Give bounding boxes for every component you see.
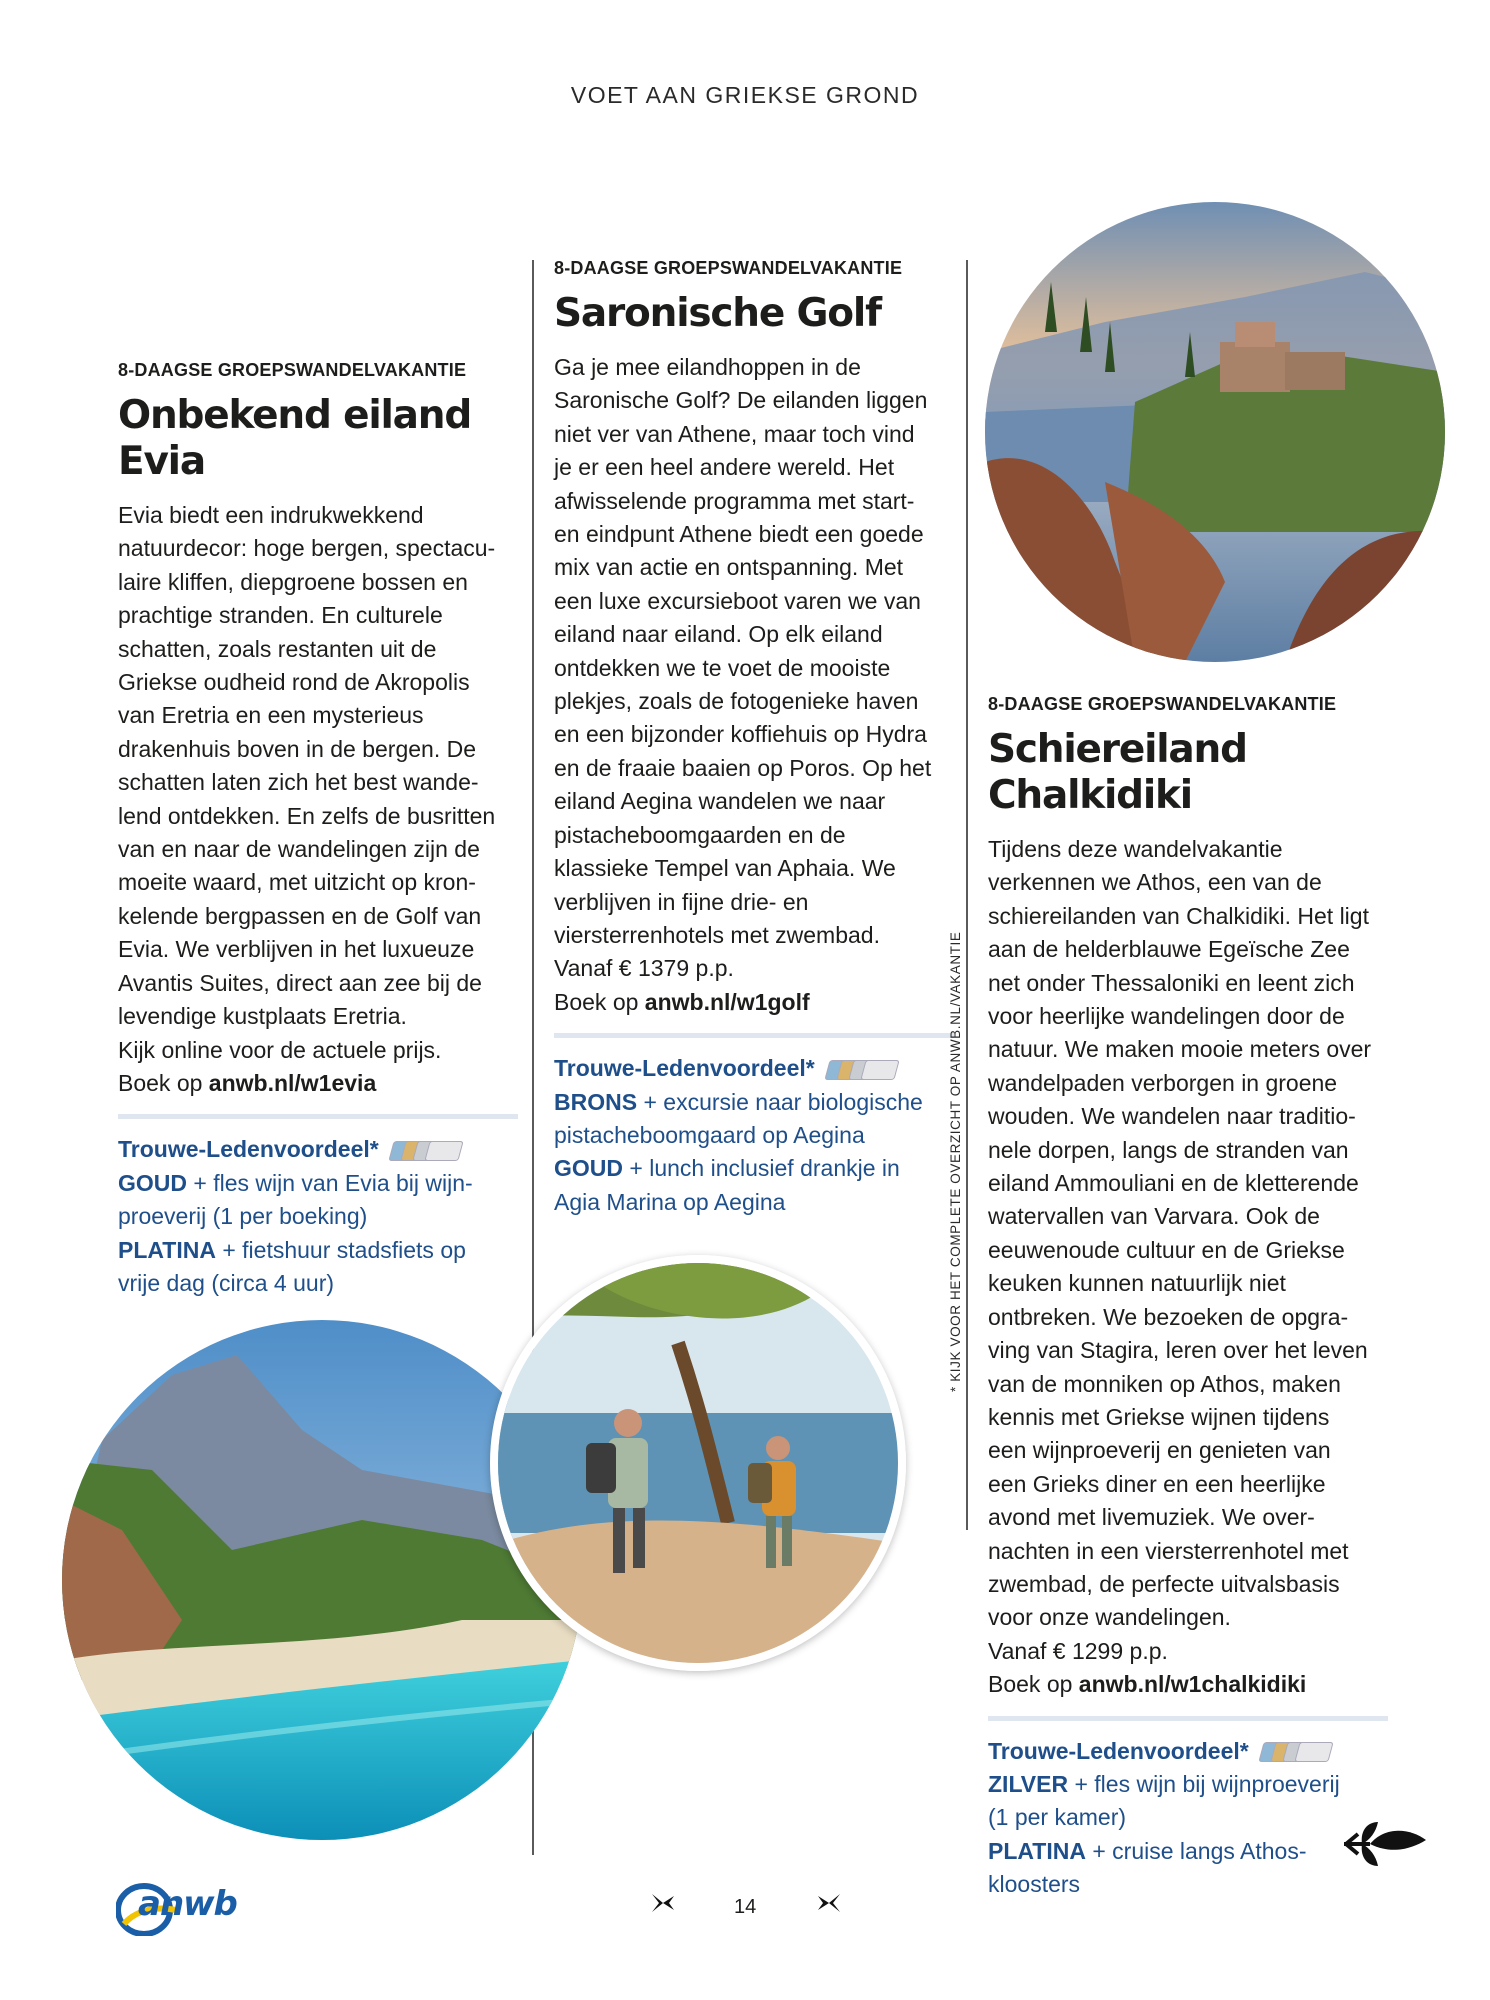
loyalty-heading — [988, 1735, 1388, 1768]
photo-athos-monastery-illustration — [985, 202, 1445, 662]
body-line: Kijk online voor de actuele prijs. — [118, 1036, 442, 1063]
section-title: VOET AAN GRIEKSE GROND — [570, 82, 920, 108]
tier-label: GOUD — [118, 1169, 187, 1196]
body-line: kelende bergpassen en de Golf van — [118, 902, 482, 929]
member-cards-icon — [1259, 1740, 1331, 1762]
loyalty-heading-text: Trouwe-Ledenvoordeel* — [554, 1055, 815, 1082]
booking-link[interactable]: anwb.nl/w1evia — [208, 1069, 377, 1096]
benefit-line: kloosters — [988, 1871, 1081, 1898]
article-body — [988, 833, 1388, 1702]
body-line: ving van Stagira, leren over het leven — [988, 1337, 1368, 1364]
benefit-line: vrije dag (circa 4 uur) — [118, 1269, 335, 1296]
body-line: net onder Thessaloniki en leent zich — [988, 969, 1355, 996]
loyalty-heading-text: Trouwe-Ledenvoordeel* — [988, 1737, 1249, 1764]
anwb-logo-text: anwb — [138, 1884, 237, 1924]
benefit-line — [988, 1768, 1388, 1801]
body-line: eeuwenoude cultuur en de Griekse — [988, 1236, 1345, 1263]
benefit-line — [118, 1234, 518, 1267]
body-line: avond met livemuziek. We over- — [988, 1504, 1315, 1531]
separator — [988, 1716, 1388, 1721]
booking-line — [118, 1067, 518, 1100]
tier-label: PLATINA — [118, 1236, 216, 1263]
body-line: natuur. We maken mooie meters over — [988, 1036, 1372, 1063]
body-line: van Eretria en een mysterieus — [118, 702, 424, 729]
price-line: Vanaf € 1299 p.p. — [988, 1637, 1168, 1664]
body-line: en eindpunt Athene biedt een goede — [554, 521, 924, 548]
loyalty-heading — [118, 1133, 518, 1166]
loyalty-heading — [554, 1052, 954, 1085]
body-line: voor onze wandelingen. — [988, 1604, 1231, 1631]
body-line: Ga je mee eilandhoppen in de — [554, 354, 861, 380]
member-cards-icon — [825, 1058, 897, 1080]
booking-prefix: Boek op — [118, 1069, 209, 1096]
body-line: verblijven in fijne drie- en — [554, 888, 809, 915]
body-line: Evia. We verblijven in het luxueuze — [118, 936, 475, 963]
article-chalkidiki — [988, 694, 1388, 1902]
body-line: pistacheboomgaarden en de — [554, 821, 846, 848]
ornament-left-icon — [650, 1890, 676, 1916]
body-line: keuken kunnen natuurlijk niet — [988, 1270, 1286, 1297]
body-line: voor heerlijke wandelingen door de — [988, 1003, 1345, 1030]
body-line: aan de helderblauwe Egeïsche Zee — [988, 936, 1350, 963]
benefit-text: + fles wijn bij wijnproeverij — [1068, 1770, 1340, 1797]
article-body — [554, 351, 954, 1019]
benefit-text: + fles wijn van Evia bij wijn- — [187, 1169, 473, 1196]
body-line: van en naar de wandelingen zijn de — [118, 836, 480, 863]
body-line: schiereilanden van Chalkidiki. Het ligt — [988, 902, 1369, 929]
tier-label: BRONS — [554, 1088, 638, 1115]
body-line: wandelpaden verborgen in groene — [988, 1069, 1338, 1096]
photo-athos-monastery — [985, 202, 1445, 662]
body-line: afwisselende programma met start- — [554, 487, 915, 514]
body-line: niet ver van Athene, maar toch vind — [554, 420, 915, 447]
body-line: ontdekken we te voet de mooiste — [554, 654, 891, 681]
benefit-text: + cruise langs Athos- — [1085, 1837, 1307, 1864]
body-line: moeite waard, met uitzicht op kron- — [118, 869, 476, 896]
article-title: Saronische Golf — [554, 291, 881, 336]
body-line: nele dorpen, langs de stranden van — [988, 1136, 1349, 1163]
benefit-line — [554, 1086, 954, 1119]
article-body — [118, 499, 518, 1100]
member-cards-icon — [389, 1139, 461, 1161]
body-line: eiland Ammouliani en de kletterende — [988, 1170, 1359, 1197]
ornament-right-icon — [816, 1890, 842, 1916]
body-line: een Grieks diner en een heerlijke — [988, 1470, 1326, 1497]
body-line: Saronische Golf? De eilanden liggen — [554, 387, 928, 414]
article-title: Schiereiland Chalkidiki — [988, 727, 1247, 818]
body-line: lend ontdekken. En zelfs de busritten — [118, 802, 496, 829]
body-line: viersterrenhotels met zwembad. — [554, 921, 880, 948]
benefit-line: (1 per kamer) — [988, 1804, 1127, 1831]
separator — [118, 1114, 518, 1119]
body-line: je er een heel andere wereld. Het — [554, 454, 895, 481]
body-line: Tijdens deze wandelvakantie — [988, 836, 1283, 862]
body-line: eiland Aegina wandelen we naar — [554, 788, 886, 815]
loyalty-heading-text: Trouwe-Ledenvoordeel* — [118, 1136, 379, 1163]
body-line: van de monniken op Athos, maken — [988, 1370, 1341, 1397]
benefit-line: pistacheboomgaard op Aegina — [554, 1121, 865, 1148]
body-line: Evia biedt een indrukwekkend — [118, 502, 424, 528]
tier-label: GOUD — [554, 1155, 623, 1182]
body-line: verkennen we Athos, een van de — [988, 869, 1322, 896]
benefit-text: + fietshuur stadsfiets op — [215, 1236, 466, 1263]
article-title: Onbekend eiland Evia — [118, 393, 472, 484]
body-line: kennis met Griekse wijnen tijdens — [988, 1403, 1330, 1430]
benefit-line: proeverij (1 per boeking) — [118, 1203, 368, 1230]
body-line: nachten in een viersterrenhotel met — [988, 1537, 1349, 1564]
body-line: een luxe excursieboot varen we van — [554, 587, 921, 614]
body-line: eiland naar eiland. Op elk eiland — [554, 621, 883, 648]
price-line: Vanaf € 1379 p.p. — [554, 955, 734, 982]
body-line: schatten laten zich het best wande- — [118, 769, 479, 796]
article-saronic — [554, 258, 954, 1219]
separator — [554, 1033, 954, 1038]
body-line: laire kliffen, diepgroene bossen en — [118, 568, 468, 595]
body-line: natuurdecor: hoge bergen, spectacu- — [118, 535, 496, 562]
body-line: en een bijzonder koffiehuis op Hydra — [554, 721, 927, 748]
benefit-line — [988, 1835, 1388, 1868]
body-line: drakenhuis boven in de bergen. De — [118, 735, 477, 762]
booking-line — [554, 986, 954, 1019]
photo-hikers-illustration — [498, 1263, 898, 1663]
anwb-logo[interactable] — [116, 1880, 246, 1936]
article-kicker: 8-DAAGSE GROEPSWANDELVAKANTIE — [118, 360, 467, 380]
benefit-text: + lunch inclusief drankje in — [623, 1155, 900, 1182]
body-line: een wijnproeverij en genieten van — [988, 1437, 1331, 1464]
body-line: levendige kustplaats Eretria. — [118, 1003, 407, 1030]
body-line: wouden. We wandelen naar traditio- — [988, 1103, 1356, 1130]
column-divider-right — [966, 260, 968, 1530]
body-line: klassieke Tempel van Aphaia. We — [554, 855, 896, 882]
booking-link[interactable]: anwb.nl/w1golf — [644, 988, 810, 1015]
vertical-note: * KIJK VOOR HET COMPLETE OVERZICHT OP ANWB.NL/VAKANTIE — [948, 931, 963, 1392]
body-line: en de fraaie baaien op Poros. Op het — [554, 754, 932, 781]
article-evia — [118, 360, 518, 1300]
body-line: mix van actie en ontspanning. Met — [554, 554, 904, 581]
tier-label: ZILVER — [988, 1770, 1069, 1797]
photo-hikers — [490, 1255, 906, 1671]
body-line: prachtige stranden. En culturele — [118, 602, 443, 629]
body-line: watervallen van Varvara. Ook de — [988, 1203, 1320, 1230]
booking-link[interactable]: anwb.nl/w1chalkidiki — [1078, 1671, 1307, 1698]
tier-label: PLATINA — [988, 1837, 1086, 1864]
benefit-line: Agia Marina op Aegina — [554, 1188, 786, 1215]
leaf-ornament-icon — [1340, 1820, 1430, 1870]
booking-prefix: Boek op — [554, 988, 645, 1015]
body-line: Avantis Suites, direct aan zee bij de — [118, 969, 482, 996]
body-line: plekjes, zoals de fotogenieke haven — [554, 688, 919, 715]
article-kicker: 8-DAAGSE GROEPSWANDELVAKANTIE — [988, 694, 1337, 714]
body-line: ontbreken. We bezoeken de opgra- — [988, 1303, 1349, 1330]
booking-line — [988, 1668, 1388, 1701]
booking-prefix: Boek op — [988, 1671, 1079, 1698]
benefit-line — [554, 1152, 954, 1185]
benefit-text: + excursie naar biologische — [637, 1088, 923, 1115]
article-kicker: 8-DAAGSE GROEPSWANDELVAKANTIE — [554, 258, 903, 278]
body-line: Griekse oudheid rond de Akropolis — [118, 669, 470, 696]
body-line: schatten, zoals restanten uit de — [118, 635, 437, 662]
benefit-line — [118, 1167, 518, 1200]
page-number: 14 — [734, 1896, 757, 1918]
body-line: zwembad, de perfecte uitvalsbasis — [988, 1570, 1340, 1597]
